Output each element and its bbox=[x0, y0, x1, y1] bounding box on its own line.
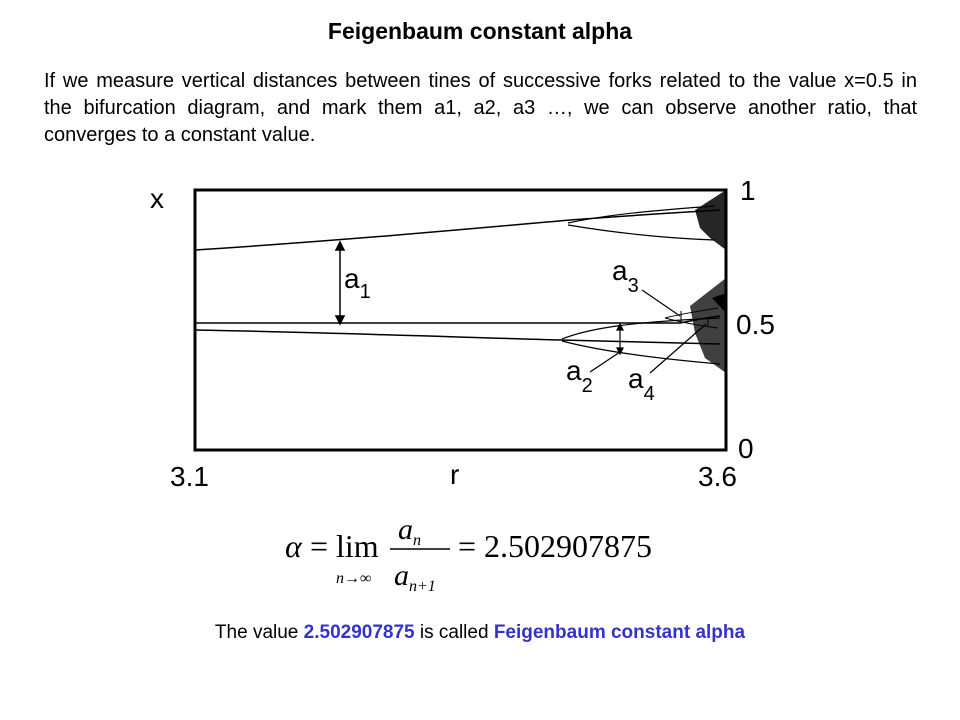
a4-label: $a_4$ bbox=[628, 363, 655, 405]
x-min-label: 3.1 bbox=[170, 461, 209, 492]
lim-text: lim bbox=[336, 528, 379, 564]
a3-label: $a_3$ bbox=[612, 255, 639, 297]
conclusion-sentence bbox=[0, 622, 960, 644]
formula-equals: = bbox=[310, 528, 329, 564]
y-mid-label: 0.5 bbox=[736, 309, 775, 340]
lower-fork-bottom bbox=[562, 341, 720, 364]
a1-label: $a_1$ bbox=[344, 263, 371, 303]
alpha-symbol: α bbox=[285, 528, 302, 564]
y-axis-label: x bbox=[150, 183, 164, 214]
numerator: $a_n$ bbox=[398, 513, 421, 549]
bifurcation-diagram bbox=[150, 168, 790, 498]
a2-arrow bbox=[617, 324, 623, 354]
chaos-regions bbox=[690, 190, 726, 373]
intro-paragraph: If we measure vertical distances between tines of successive forks related to the value x=0.5 in the bifurcation diagram, and mark them a1, a2, a3 …, we can observe another ratio, that converges to a constant value. bbox=[44, 70, 917, 146]
y-bottom-label: 0 bbox=[738, 433, 754, 464]
x-max-label: 3.6 bbox=[698, 461, 737, 492]
conclusion-prefix: The value bbox=[214, 622, 304, 643]
constant-name: Feigenbaum constant alpha bbox=[493, 622, 746, 643]
x-axis-label: r bbox=[450, 459, 460, 490]
denominator: $a_{n+1}$ bbox=[394, 559, 436, 595]
lower-branch bbox=[195, 330, 720, 344]
a2-label: $a_2$ bbox=[566, 355, 593, 397]
upper-fork-bottom bbox=[568, 225, 715, 240]
a1-arrow bbox=[336, 242, 344, 324]
conclusion-middle: is called bbox=[414, 622, 494, 643]
y-top-label: 1 bbox=[740, 175, 756, 206]
mid-line bbox=[195, 316, 720, 323]
lim-subscript: n→∞ bbox=[336, 570, 372, 587]
upper-branch bbox=[195, 210, 720, 250]
slide-title: Feigenbaum constant alpha bbox=[327, 18, 633, 44]
formula-result: = 2.502907875 bbox=[458, 528, 653, 564]
alpha-value: 2.502907875 bbox=[303, 622, 415, 643]
alpha-formula bbox=[280, 505, 680, 600]
